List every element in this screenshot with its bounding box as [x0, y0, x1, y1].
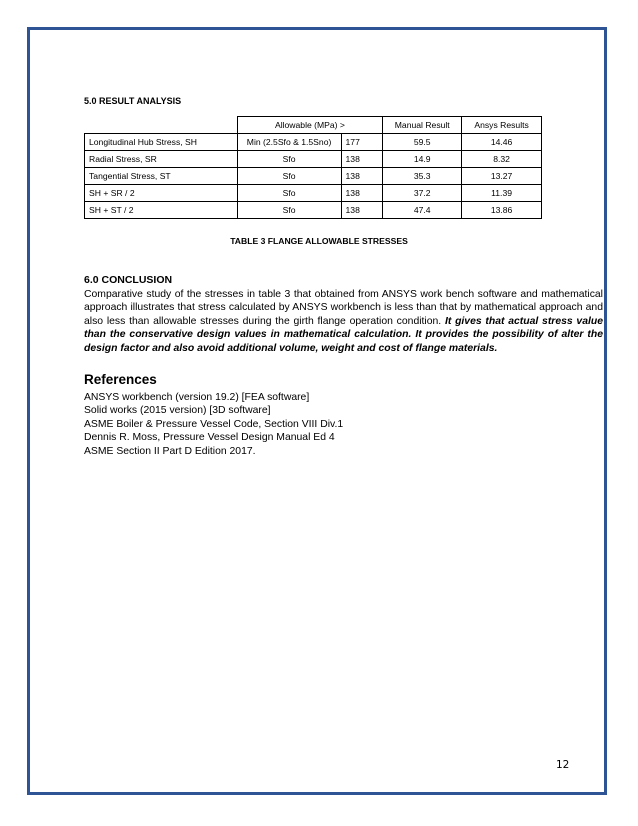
header-ansys-results: Ansys Results	[462, 117, 542, 134]
stress-name-cell: Tangential Stress, ST	[85, 168, 238, 185]
stress-name-cell: SH + SR / 2	[85, 185, 238, 202]
reference-item: ANSYS workbench (version 19.2) [FEA software]	[84, 392, 310, 403]
conclusion-paragraph	[84, 288, 603, 355]
ansys-result-cell: 13.86	[462, 202, 542, 219]
conclusion-emphasis-text: It gives that actual stress value than the conservative design values in mathematical calculation. It provides the possibility of alter the design factor and also avoid additional volume, weight and cost of flange materials.	[84, 315, 604, 354]
allowable-value-cell: 138	[341, 185, 383, 202]
table-caption: TABLE 3 FLANGE ALLOWABLE STRESSES	[230, 236, 408, 246]
allowable-value-cell: 138	[341, 168, 383, 185]
formula-cell: Sfo	[237, 151, 341, 168]
reference-item: ASME Section II Part D Edition 2017.	[84, 445, 256, 457]
stress-name-cell: SH + ST / 2	[85, 202, 238, 219]
references-list	[84, 391, 343, 458]
table-row	[85, 134, 542, 151]
results-table	[84, 116, 542, 219]
allowable-value-cell: 177	[341, 134, 383, 151]
stress-name-cell: Radial Stress, SR	[85, 151, 238, 168]
manual-result-cell: 37.2	[383, 185, 462, 202]
formula-cell: Sfo	[237, 202, 341, 219]
manual-result-cell: 59.5	[383, 134, 462, 151]
reference-item: Dennis R. Moss, Pressure Vessel Design Manual Ed 4	[84, 432, 335, 444]
table-row	[85, 151, 542, 168]
reference-item: Solid works (2015 version) [3D software]	[84, 405, 271, 417]
references-heading: References	[84, 372, 157, 387]
table-row	[85, 202, 542, 219]
ansys-result-cell: 11.39	[462, 185, 542, 202]
stress-name-cell: Longitudinal Hub Stress, SH	[85, 134, 238, 151]
manual-result-cell: 14.9	[383, 151, 462, 168]
section-title-result-analysis: 5.0 RESULT ANALYSIS	[84, 96, 182, 106]
manual-result-cell: 35.3	[383, 168, 462, 185]
ansys-result-cell: 8.32	[462, 151, 542, 168]
ansys-result-cell: 13.27	[462, 168, 542, 185]
table-row	[85, 185, 542, 202]
allowable-value-cell: 138	[341, 202, 383, 219]
table-header-row	[85, 117, 542, 134]
formula-cell: Sfo	[237, 185, 341, 202]
allowable-value-cell: 138	[341, 151, 383, 168]
page-number: 12	[556, 759, 570, 771]
formula-cell: Min (2.5Sfo & 1.5Sno)	[237, 134, 341, 151]
reference-item: ASME Boiler & Pressure Vessel Code, Section VIII Div.1	[84, 418, 344, 430]
conclusion-text: Comparative study of the stresses in table 3 that obtained from ANSYS work bench software and mathematical approach illustrates that stress calculated by ANSYS workbench is less than that by mathematical approach and also less than allowable stresses during the girth flange operation condition.	[84, 289, 603, 327]
header-manual-result: Manual Result	[383, 117, 462, 134]
formula-cell: Sfo	[237, 168, 341, 185]
manual-result-cell: 47.4	[383, 202, 462, 219]
header-blank-cell	[85, 117, 238, 134]
header-allowable: Allowable (MPa) >	[237, 117, 383, 134]
ansys-result-cell: 14.46	[462, 134, 542, 151]
table-row	[85, 168, 542, 185]
conclusion-heading: 6.0 CONCLUSION	[84, 274, 173, 286]
